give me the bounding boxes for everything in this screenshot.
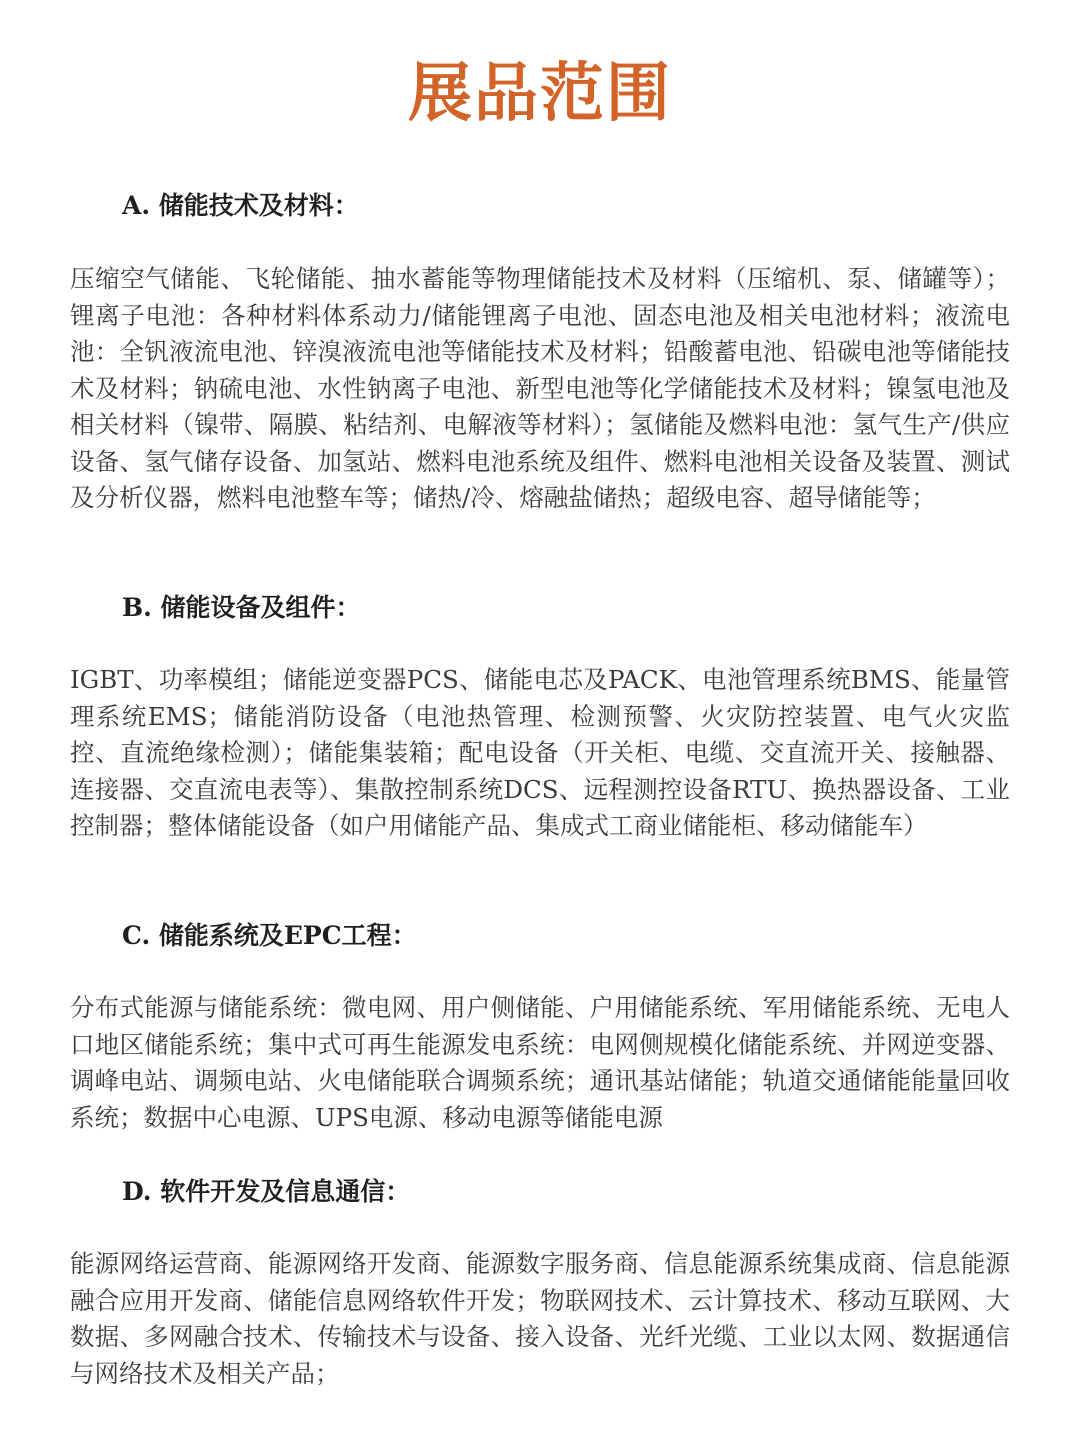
section-heading-c: C. 储能系统及EPC工程： [122, 921, 417, 950]
section-heading-b: B. 储能设备及组件： [122, 593, 361, 622]
section-body-b: IGBT、功率模组；储能逆变器PCS、储能电芯及PACK、电池管理系统BMS、能量管理系统EMS；储能消防设备（电池热管理、检测预警、火灾防控装置、电气火灾监控、直流绝缘检测）；储能集装箱；配电设备（开关柜、电缆、交直流开关、接触器、连接器、交直流电表等）、集散控制系统DCS、远程测控设备RTU、换热器设备、工业控制器；整体储能设备（如户用储能产品、集成式工商业储能柜、移动储能车） [70, 665, 1010, 840]
section-body-a: 压缩空气储能、飞轮储能、抽水蓄能等物理储能技术及材料（压缩机、泵、储罐等）；锂离子电池：各种材料体系动力/储能锂离子电池、固态电池及相关电池材料；液流电池：全钒液流电池、锌溴液流电池等储能技术及材料；铅酸蓄电池、铅碳电池等储能技术及材料；钠硫电池、水性钠离子电池、新型电池等化学储能技术及材料；镍氢电池及相关材料（镍带、隔膜、粘结剂、电解液等材料）；氢储能及燃料电池：氢气生产/供应设备、氢气储存设备、加氢站、燃料电池系统及组件、燃料电池相关设备及装置、测试及分析仪器，燃料电池整车等；储热/冷、熔融盐储热；超级电容、超导储能等； [70, 264, 1010, 512]
page-title: 展品范围 [408, 56, 672, 131]
section-body-d: 能源网络运营商、能源网络开发商、能源数字服务商、信息能源系统集成商、信息能源融合应用开发商、储能信息网络软件开发；物联网技术、云计算技术、移动互联网、大数据、多网融合技术、传输技术与设备、接入设备、光纤光缆、工业以太网、数据通信与网络技术及相关产品； [70, 1249, 1010, 1388]
section-heading-a: A. 储能技术及材料： [122, 191, 359, 220]
section-heading-d: D. 软件开发及信息通信： [122, 1177, 411, 1206]
section-body-c: 分布式能源与储能系统：微电网、用户侧储能、户用储能系统、军用储能系统、无电人口地区储能系统；集中式可再生能源发电系统：电网侧规模化储能系统、并网逆变器、调峰电站、调频电站、火电储能联合调频系统；通讯基站储能；轨道交通储能能量回收系统；数据中心电源、UPS电源、移动电源等储能电源 [70, 993, 1010, 1132]
